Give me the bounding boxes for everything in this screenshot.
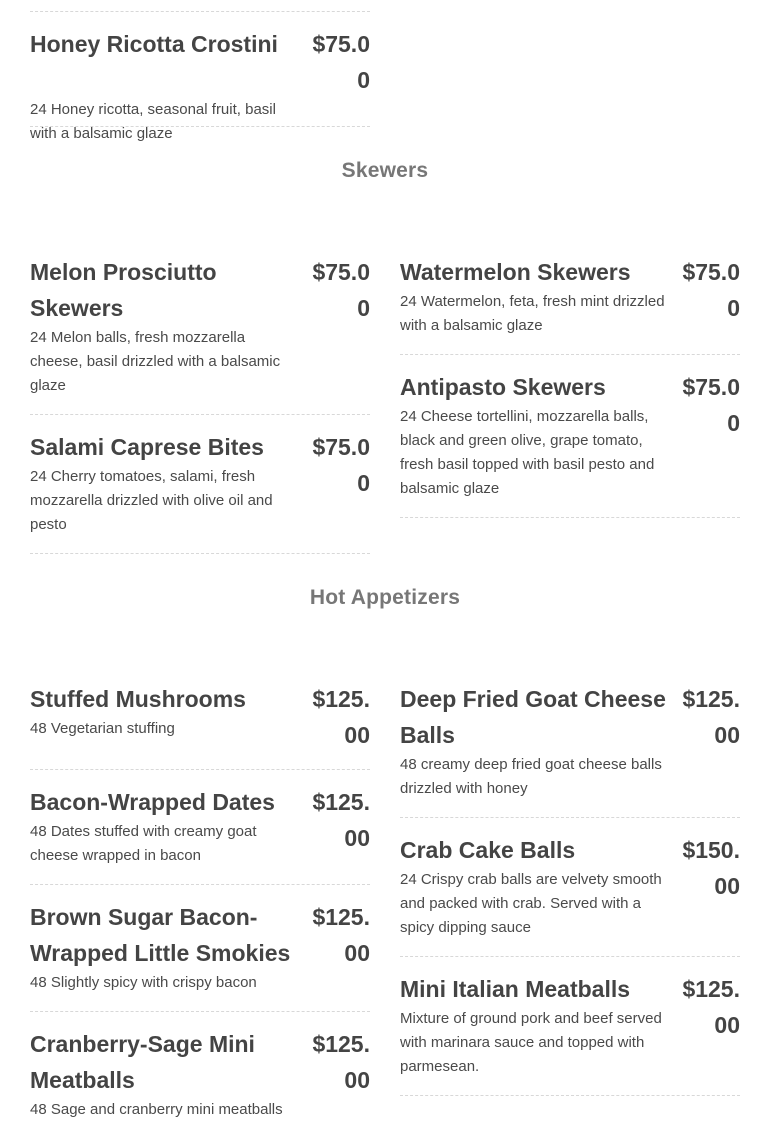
item-price: $150.00	[682, 837, 740, 899]
divider	[400, 956, 740, 957]
item-price: $125.00	[682, 976, 740, 1038]
menu-item-bacon-wrapped-dates	[30, 784, 370, 868]
item-price: $75.00	[312, 259, 370, 321]
item-price: $125.00	[312, 1031, 370, 1093]
item-description: 24 Cherry tomatoes, salami, fresh mozzarella drizzled with olive oil and pesto	[30, 468, 273, 533]
item-price: $125.00	[312, 904, 370, 966]
item-name: Deep Fried Goat Cheese Balls	[400, 686, 666, 748]
item-name: Antipasto Skewers	[400, 374, 606, 400]
item-price: $75.00	[682, 374, 740, 436]
item-description: Mixture of ground pork and beef served with marinara sauce and topped with parmesean.	[400, 1010, 662, 1075]
menu-item-antipasto-skewers	[400, 369, 740, 501]
menu-item-mini-italian-meatballs	[400, 971, 740, 1079]
menu-item-honey-ricotta-crostini	[30, 26, 370, 146]
item-name: Mini Italian Meatballs	[400, 976, 631, 1002]
menu-item-deep-fried-goat-cheese-balls	[400, 681, 740, 801]
divider	[30, 553, 370, 554]
divider	[400, 1095, 740, 1096]
menu-item-melon-prosciutto-skewers	[30, 254, 370, 398]
item-name: Honey Ricotta Crostini	[30, 31, 278, 57]
divider	[30, 414, 370, 415]
item-price: $125.00	[682, 686, 740, 748]
section-title-skewers: Skewers	[341, 159, 429, 182]
item-description: 24 Watermelon, feta, fresh mint drizzled with a balsamic glaze	[400, 293, 665, 334]
divider	[400, 817, 740, 818]
item-description: 48 Vegetarian stuffing	[30, 720, 175, 737]
item-description: 48 creamy deep fried goat cheese balls drizzled with honey	[400, 756, 671, 797]
divider	[30, 11, 370, 12]
menu-item-watermelon-skewers	[400, 254, 740, 338]
item-name: Salami Caprese Bites	[30, 434, 264, 460]
item-name: Melon Prosciutto Skewers	[30, 259, 217, 321]
divider	[30, 1011, 370, 1012]
menu-item-crab-cake-balls	[400, 832, 740, 940]
item-name: Crab Cake Balls	[400, 837, 576, 863]
menu-item-cranberry-sage-mini-meatballs	[30, 1026, 370, 1122]
item-price: $75.00	[682, 259, 740, 321]
item-price: $125.00	[312, 686, 370, 748]
item-description: 48 Dates stuffed with creamy goat cheese wrapped in bacon	[30, 823, 257, 864]
menu-item-brown-sugar-bacon-wrapped-little-smokies	[30, 899, 370, 995]
item-price: $75.00	[312, 31, 370, 93]
item-description: 24 Honey ricotta, seasonal fruit, basil with a balsamic glaze	[30, 101, 276, 142]
menu-item-salami-caprese-bites	[30, 429, 370, 537]
item-name: Brown Sugar Bacon-Wrapped Little Smokies	[30, 904, 291, 966]
item-description: 48 Slightly spicy with crispy bacon	[30, 974, 257, 991]
item-description: 24 Cheese tortellini, mozzarella balls, black and green olive, grape tomato, fresh basil topped with basil pesto and balsamic glaze	[400, 408, 655, 497]
item-name: Stuffed Mushrooms	[30, 686, 246, 712]
item-name: Cranberry-Sage Mini Meatballs	[30, 1031, 255, 1093]
item-price: $75.00	[312, 434, 370, 496]
divider	[30, 884, 370, 885]
section-title-hot-appetizers: Hot Appetizers	[309, 586, 461, 609]
item-description: 24 Melon balls, fresh mozzarella cheese, basil drizzled with a balsamic glaze	[30, 329, 281, 394]
divider	[30, 126, 370, 127]
menu-item-stuffed-mushrooms	[30, 681, 370, 748]
item-description: 48 Sage and cranberry mini meatballs	[30, 1101, 283, 1118]
item-price: $125.00	[312, 789, 370, 851]
item-name: Bacon-Wrapped Dates	[30, 789, 275, 815]
item-name: Watermelon Skewers	[400, 259, 631, 285]
divider	[30, 769, 370, 770]
divider	[400, 517, 740, 518]
divider	[400, 354, 740, 355]
item-description: 24 Crispy crab balls are velvety smooth and packed with crab. Served with a spicy dipping sauce	[400, 871, 662, 936]
